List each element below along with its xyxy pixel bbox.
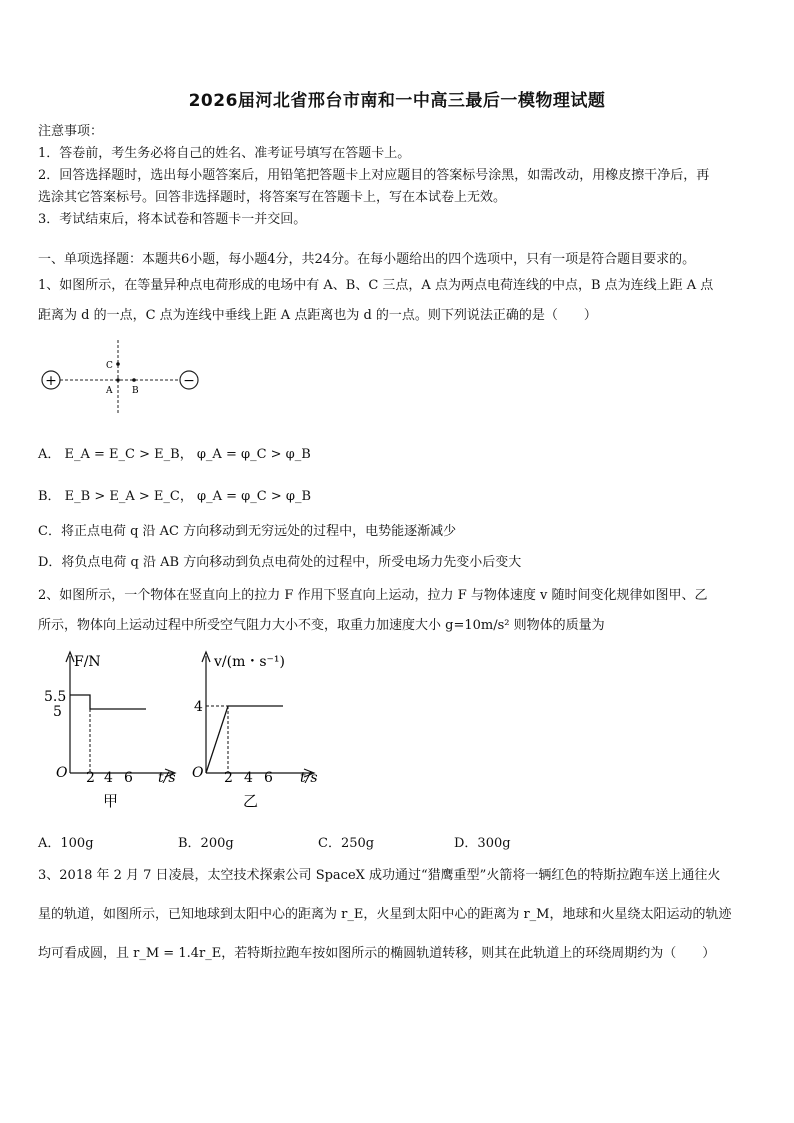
graph1-tick-5-5: 5.5 xyxy=(44,689,67,705)
graph2-xtick-4: 4 xyxy=(244,770,253,786)
q3-stem-line1: 3、2018 年 2 月 7 日凌晨，太空技术探索公司 SpaceX 成功通过“猎鹰重型”火箭将一辆红色的特斯拉跑车送上通往火 xyxy=(38,868,721,883)
graph2-xtick-2: 2 xyxy=(224,770,233,786)
q2-stem-line2: 所示，物体向上运动过程中所受空气阻力大小不变，取重力加速度大小 g=10m/s² 则物体的质量为 xyxy=(38,618,605,633)
q1-field-diagram xyxy=(38,335,218,420)
q3-stem-line2: 星的轨道，如图所示，已知地球到太阳中心的距离为 r_E，火星到太阳中心的距离为 r_M，地球和火星绕太阳运动的轨迹 xyxy=(38,907,732,922)
q2-option-a: A．100g xyxy=(38,836,94,851)
note-2: 2．回答选择题时，选出每小题答案后，用铅笔把答题卡上对应题目的答案标号涂黑，如需改动，用橡皮擦干净后，再 xyxy=(38,168,710,183)
note-1: 1．答卷前，考生务必将自己的姓名、准考证号填写在答题卡上。 xyxy=(38,146,411,161)
graph2-xtick-6: 6 xyxy=(264,770,273,786)
q1-option-c: C．将正点电荷 q 沿 AC 方向移动到无穷远处的过程中，电势能逐渐减少 xyxy=(38,524,457,539)
point-b-label: B xyxy=(132,386,139,396)
graph1-ylabel: F/N xyxy=(74,654,101,670)
positive-charge-sign: + xyxy=(45,373,57,389)
q2-option-b: B．200g xyxy=(178,836,234,851)
note-2-cont: 选涂其它答案标号。回答非选择题时，将答案写在答题卡上，写在本试卷上无效。 xyxy=(38,190,507,205)
page-title: 2026届河北省邢台市南和一中高三最后一模物理试题 xyxy=(188,91,606,111)
graph1-tick-5: 5 xyxy=(53,704,62,720)
point-c-label: C xyxy=(106,361,113,371)
q2-velocity-time-graph xyxy=(188,648,338,838)
notes-heading: 注意事项： xyxy=(38,124,104,139)
point-a-label: A xyxy=(106,386,113,396)
point-a-dot xyxy=(116,378,120,382)
point-c-dot xyxy=(116,362,120,366)
graph1-xlabel: t/s xyxy=(158,770,176,786)
q2-force-time-graph xyxy=(38,648,188,838)
graph2-xlabel: t/s xyxy=(300,770,318,786)
q3-stem-line3: 均可看成圆，且 r_M = 1.4r_E，若特斯拉跑车按如图所示的椭圆轨道转移，则其在此轨道上的环绕周期约为（ ） xyxy=(38,946,716,961)
graph2-tick-4: 4 xyxy=(194,699,203,715)
point-b-dot xyxy=(132,378,136,382)
graph1-xtick-4: 4 xyxy=(104,770,113,786)
graph2-caption: 乙 xyxy=(243,792,259,810)
q2-option-d: D．300g xyxy=(454,836,511,851)
q2-stem-line1: 2、如图所示，一个物体在竖直向上的拉力 F 作用下竖直向上运动，拉力 F 与物体速度 v 随时间变化规律如图甲、乙 xyxy=(38,588,708,603)
q1-option-b: B． E_B > E_A > E_C， φ_A = φ_C > φ_B xyxy=(38,489,312,504)
note-3: 3．考试结束后，将本试卷和答题卡一并交回。 xyxy=(38,212,307,227)
graph1-origin: O xyxy=(56,765,68,781)
graph1-xtick-6: 6 xyxy=(124,770,133,786)
negative-charge-sign: − xyxy=(183,373,195,389)
force-curve xyxy=(70,695,146,709)
section-heading: 一、单项选择题：本题共6小题，每小题4分，共24分。在每小题给出的四个选项中，只有一项是符合题目要求的。 xyxy=(38,252,696,267)
q2-option-c: C．250g xyxy=(318,836,375,851)
q1-stem-line1: 1、如图所示，在等量异种点电荷形成的电场中有 A、B、C 三点，A 点为两点电荷连线的中点，B 点为连线上距 A 点 xyxy=(38,278,714,293)
velocity-curve xyxy=(206,706,283,773)
graph1-caption: 甲 xyxy=(103,792,119,810)
graph1-xtick-2: 2 xyxy=(86,770,95,786)
graph2-origin: O xyxy=(192,765,204,781)
q1-option-d: D．将负点电荷 q 沿 AB 方向移动到负点电荷处的过程中，所受电场力先变小后变大 xyxy=(38,555,522,570)
q1-option-a: A． E_A = E_C > E_B， φ_A = φ_C > φ_B xyxy=(38,447,311,462)
q1-stem-line2: 距离为 d 的一点，C 点为连线中垂线上距 A 点距离也为 d 的一点。则下列说法正确的是（ ） xyxy=(38,308,597,323)
graph2-ylabel: v/(m・s⁻¹) xyxy=(214,654,286,670)
